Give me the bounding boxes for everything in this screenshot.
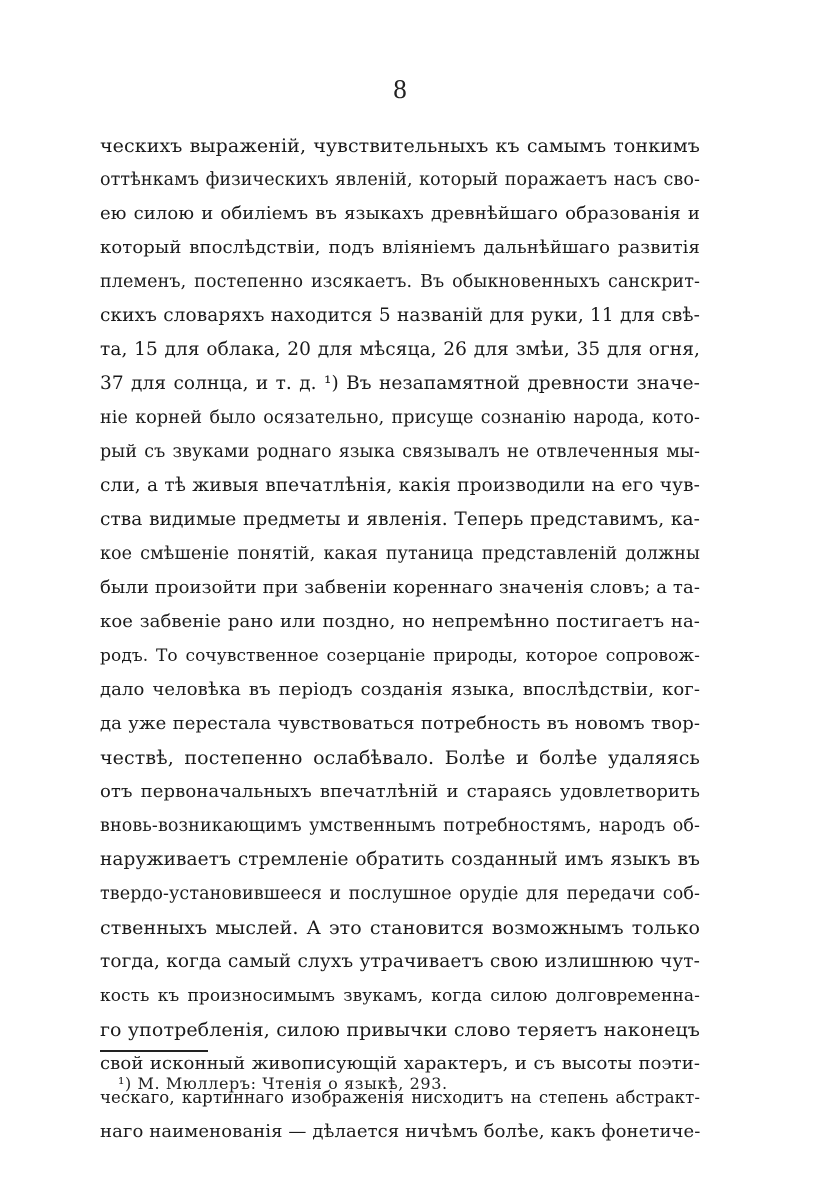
text-line: рый съ звуками роднаго языка связывалъ не отвлеченныя мы- (100, 442, 700, 462)
text-line: вновь-возникающимъ умственнымъ потребностямъ, народъ об- (100, 816, 700, 836)
text-line: твердо-установившееся и послушное орудіе для передачи соб- (100, 884, 700, 904)
text-line: ческаго, картиннаго изображенія нисходитъ на степень абстракт- (100, 1088, 700, 1107)
text-line: 37 для солнца, и т. д. ¹) Въ незапамятной древности значе- (100, 373, 700, 394)
page-number: 8 (393, 74, 407, 104)
text-line: отъ первоначальныхъ впечатлѣній и стараясь удовлетворить (100, 781, 700, 802)
text-line: кое забвеніе рано или поздно, но непремѣнно постигаетъ на- (100, 611, 700, 632)
text-line: оттѣнкамъ физическихъ явленій, который поражаетъ насъ сво- (100, 170, 700, 190)
text-line: да уже перестала чувствоваться потребность въ новомъ твор- (100, 713, 700, 734)
text-line: племенъ, постепенно изсякаетъ. Въ обыкновенныхъ санскрит- (100, 272, 700, 292)
text-line: ею силою и обиліемъ въ языкахъ древнѣйшаго образованія и (100, 203, 700, 224)
text-line: ческихъ выраженій, чувствительныхъ къ самымъ тонкимъ (100, 135, 700, 157)
text-line: который впослѣдствіи, подъ вліяніемъ дальнѣйшаго развитія (100, 237, 700, 258)
text-line: кое смѣшеніе понятій, какая путаница представленій должны (100, 544, 700, 564)
text-line: ства видимые предметы и явленія. Теперь представимъ, ка- (100, 509, 700, 530)
footnote (118, 1072, 448, 1096)
text-line: были произойти при забвеніи кореннаго значенія словъ; а та- (100, 577, 700, 598)
text-line: родъ. То сочувственное созерцаніе природы, которое сопровож- (100, 646, 700, 666)
text-line: ніе корней было осязательно, присуще сознанію народа, кото- (100, 408, 700, 428)
footnote-text: М. Мюллеръ: Чтенія о языкѣ, 293. (137, 1074, 448, 1093)
footnote-divider (100, 1050, 208, 1052)
text-line: наруживаетъ стремленіе обратить созданный имъ языкъ въ (100, 849, 700, 870)
text-line: чествѣ, постепенно ослабѣвало. Болѣе и болѣе удаляясь (100, 747, 700, 769)
text-line: наго наименованія — дѣлается ничѣмъ болѣе, какъ фонетиче- (100, 1121, 701, 1142)
text-line: сли, а тѣ живыя впечатлѣнія, какія производили на его чув- (100, 475, 700, 496)
text-line: скихъ словаряхъ находится 5 названій для руки, 11 для свѣ- (100, 305, 700, 326)
text-line: го употребленія, силою привычки слово теряетъ наконецъ (100, 1019, 700, 1041)
text-line: тогда, когда самый слухъ утрачиваетъ свою излишнюю чут- (100, 951, 700, 972)
text-line: дало человѣка въ періодъ созданія языка, впослѣдствіи, ког- (100, 679, 700, 700)
body-text (100, 129, 700, 1149)
text-line: кость къ произносимымъ звукамъ, когда силою долговременна- (100, 986, 700, 1006)
text-line: ственныхъ мыслей. А это становится возможнымъ только (100, 917, 700, 939)
footnote-marker: ¹) (118, 1074, 132, 1093)
text-line: та, 15 для облака, 20 для мѣсяца, 26 для змѣи, 35 для огня, (100, 339, 700, 360)
text-line: свой исконный живописующій характеръ, и съ высоты поэти- (100, 1053, 700, 1074)
